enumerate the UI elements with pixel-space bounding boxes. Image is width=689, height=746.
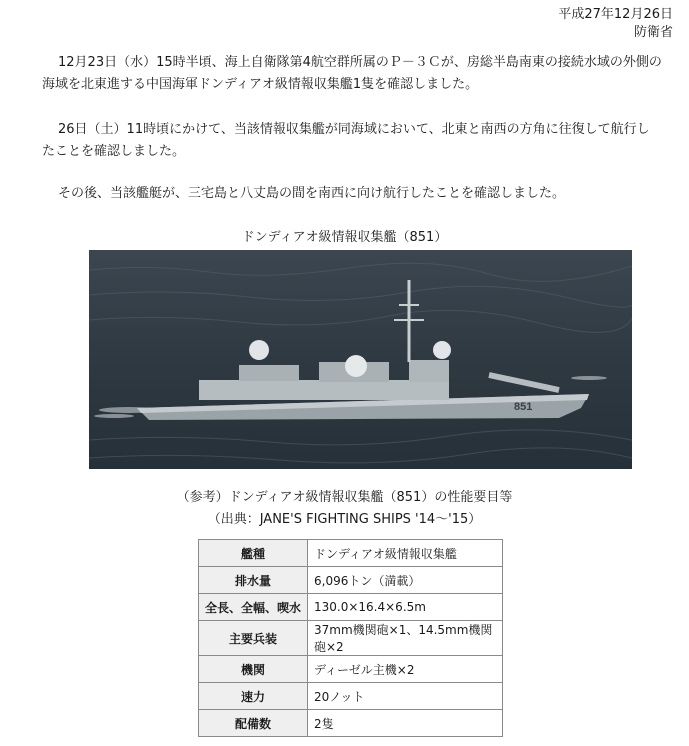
spec-value: 20ノット xyxy=(308,683,503,710)
release-date: 平成27年12月26日 xyxy=(558,7,673,22)
spec-label: 機関 xyxy=(199,656,308,683)
paragraph-2: 26日（土）11時頃にかけて、当該情報収集艦が同海域において、北東と南西の方角に往復して航行したことを確認しました。 xyxy=(42,122,650,159)
ministry-name: 防衛省 xyxy=(633,25,673,40)
hull-number: 851 xyxy=(514,401,533,413)
spec-value: 37mm機関砲×1、14.5mm機関砲×2 xyxy=(308,621,503,656)
spec-row xyxy=(199,540,503,567)
spec-value: 6,096トン（満載） xyxy=(308,567,503,594)
spec-label: 速力 xyxy=(199,683,308,710)
spec-label: 排水量 xyxy=(199,567,308,594)
reference-source: （出典：JANE'S FIGHTING SHIPS '14～'15） xyxy=(207,512,482,527)
date-block xyxy=(558,6,673,42)
spec-row xyxy=(199,621,503,656)
ship-photo xyxy=(89,250,632,469)
spec-row xyxy=(199,567,503,594)
spec-value: 2隻 xyxy=(308,710,503,737)
spec-label: 艦種 xyxy=(199,540,308,567)
spec-label: 全長、全幅、喫水 xyxy=(199,594,308,621)
spec-value: 130.0×16.4×6.5m xyxy=(308,594,503,621)
paragraph-3: その後、当該艦艇が、三宅島と八丈島の間を南西に向け航行したことを確認しました。 xyxy=(58,186,566,201)
reference-title: （参考）ドンディアオ級情報収集艦（851）の性能要目等 xyxy=(176,490,513,505)
spec-value: ディーゼル主機×2 xyxy=(308,656,503,683)
photo-caption: ドンディアオ級情報収集艦（851） xyxy=(241,230,448,245)
spec-label: 配備数 xyxy=(199,710,308,737)
spec-value: ドンディアオ級情報収集艦 xyxy=(308,540,503,567)
paragraph-1: 12月23日（水）15時半頃、海上自衛隊第4航空群所属のＰ－３Ｃが、房総半島南東の接続水域の外側の海域を北東進する中国海軍ドンディアオ級情報収集艦1隻を確認しました。 xyxy=(42,55,662,92)
spec-row xyxy=(199,594,503,621)
spec-table xyxy=(198,539,503,737)
spec-row xyxy=(199,656,503,683)
spec-label: 主要兵装 xyxy=(199,621,308,656)
spec-row xyxy=(199,710,503,737)
spec-row xyxy=(199,683,503,710)
